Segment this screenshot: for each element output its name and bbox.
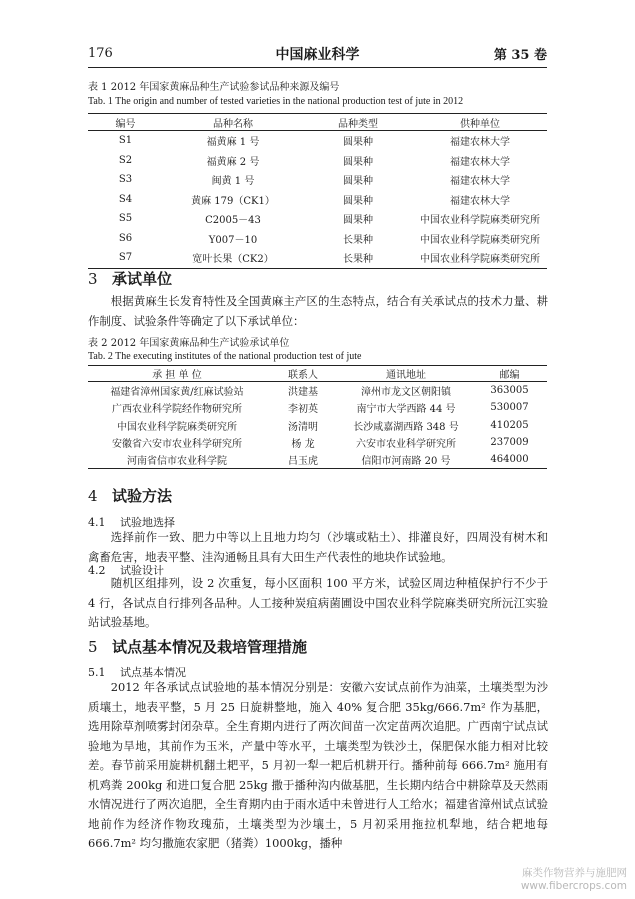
table-cell: 圆果种	[343, 137, 373, 149]
section-number: 5	[88, 638, 98, 656]
table-row	[88, 434, 547, 451]
subsection-number: 4.1	[88, 516, 106, 529]
table2-header-cell: 承 担 单 位	[88, 366, 266, 382]
table-row	[88, 170, 547, 190]
table-cell: S2	[118, 154, 133, 166]
table-cell: 洪建基	[288, 387, 318, 399]
table-cell: 漳州市龙文区朝阳镇	[361, 387, 451, 399]
table-row	[88, 417, 547, 434]
table2-header-row	[88, 366, 547, 382]
table-cell: C2005－43	[205, 215, 261, 227]
table-cell: Y007－10	[208, 234, 258, 246]
table-cell: 福建农林大学	[450, 176, 510, 188]
table-cell: 410205	[490, 419, 529, 431]
table-cell: 福建农林大学	[450, 156, 510, 168]
table-row	[88, 399, 547, 416]
table-cell: 福建农林大学	[450, 137, 510, 149]
table-cell: 237009	[490, 437, 529, 449]
watermark-line2: www.fibercrops.com	[520, 880, 627, 892]
table1-header-cell: 供种单位	[413, 114, 547, 131]
header-rule	[88, 67, 547, 68]
journal-name: 中国麻业科学	[275, 47, 360, 63]
table-row	[88, 229, 547, 249]
table1-caption-en: Tab. 1 The origin and number of tested varieties in the national production test of jute in 2012	[88, 96, 464, 107]
paragraph-text: 2012 年各承试点试验地的基本情况分别是：安徽六安试点前作为油菜，土壤类型为沙质壤土，地表平整，5 月 25 日旋耕整地，施入 40% 复合肥 35kg/666.7m² 作为基肥，选用除草剂喷雾封闭杂草。全生育期内进行了两次间苗一次定苗两次追肥。广西南宁试点试验地为旱地，其前作为玉米，产量中等水平，土壤类型为铁沙土，保肥保水能力相对比较差。春节前采用旋耕机翻土耙平，5 月初一犁一耙后机耕开行。播种前每 666.7m² 施用有机鸡粪 200kg 和进口复合肥 25kg 撒于播种沟内做基肥，生长期内结合中耕除草及天然雨水情况进行了两次追肥，全生育期内由于雨水适中未曾进行人工给水；福建省漳州试点试验地前作为经济作物玫瑰茄，土壤类型为沙壤土，5 月初采用拖拉机犁地，结合耙地每 666.7m² 均匀撒施农家肥（猪粪）1000kg，播种	[88, 680, 548, 850]
table-cell: 中国农业科学院麻类研究所	[413, 248, 547, 268]
volume-label: 第 35 卷	[493, 48, 547, 63]
table2-header-cell: 通讯地址	[340, 366, 472, 382]
table-cell: S5	[118, 213, 133, 225]
table-cell: 福黄麻 2 号	[206, 156, 260, 168]
paragraph	[88, 678, 548, 856]
section-number: 4	[88, 487, 98, 505]
table-cell: 中国农业科学院麻类研究所	[117, 421, 237, 433]
table2-header-cell: 邮编	[472, 366, 547, 382]
section-heading	[88, 485, 172, 506]
table2-header-cell: 联系人	[266, 366, 340, 382]
table-cell: S7	[88, 248, 163, 268]
table-cell: 李初英	[288, 404, 318, 416]
table1-header-cell: 品种名称	[163, 114, 303, 131]
table-cell: 530007	[490, 402, 529, 414]
section-heading	[88, 636, 307, 657]
section-title: 承试单位	[112, 270, 173, 288]
table-cell: 464000	[472, 451, 547, 469]
subsection-title: 试验地选择	[120, 516, 175, 529]
paragraph-text: 根据黄麻生长发育特性及全国黄麻主产区的生态特点，结合有关承试点的技术力量、耕作制度、试验条件等确定了以下承试单位：	[88, 294, 548, 328]
table1-header-cell: 编号	[88, 114, 163, 131]
table-cell: 圆果种	[343, 215, 373, 227]
table1-caption-cn: 表 1 2012 年国家黄麻品种生产试验参试品种来源及编号	[88, 82, 340, 93]
table-cell: 南宁市大学西路 44 号	[356, 404, 456, 416]
paragraph	[88, 292, 548, 331]
table-row	[88, 209, 547, 229]
section-heading	[88, 268, 172, 289]
paragraph-text: 随机区组排列，设 2 次重复，每小区面积 100 平方米，试验区周边种植保护行不少于 4 行，各试点自行排列各品种。人工接种炭疽病菌圃设中国农业科学院麻类研究所沅江实验站试验基地。	[88, 576, 548, 629]
subsection-title: 试点基本情况	[120, 666, 186, 679]
table-cell: 圆果种	[343, 195, 373, 207]
table-cell: 中国农业科学院麻类研究所	[420, 215, 540, 227]
table-cell: S4	[118, 193, 133, 205]
table-cell: 黄麻 179（CK1）	[191, 195, 275, 207]
table-row	[88, 190, 547, 210]
table2	[88, 365, 547, 469]
table-cell: 圆果种	[343, 156, 373, 168]
subsection-number: 4.2	[88, 564, 106, 577]
table1-header-row	[88, 114, 547, 131]
subsection-title: 试验设计	[120, 564, 164, 577]
table-cell: 吕玉虎	[266, 451, 340, 469]
table-cell: 安徽省六安市农业科学研究所	[112, 439, 242, 451]
page-number: 176	[88, 46, 113, 61]
paragraph-text: 选择前作一致、肥力中等以上且地力均匀（沙壤或粘土）、排灌良好，四周没有树木和禽畜危害，地表平整、洼沟通畅且具有大田生产代表性的地块作试验地。	[88, 530, 548, 564]
section-title: 试点基本情况及栽培管理措施	[112, 638, 308, 656]
table-row	[88, 131, 547, 151]
table-row	[88, 151, 547, 171]
running-header	[88, 40, 547, 64]
table-cell: 杨 龙	[291, 439, 315, 451]
table2-caption-en: Tab. 2 The executing institutes of the national production test of jute	[88, 351, 362, 362]
table-cell: 363005	[490, 385, 529, 397]
table-cell: 河南省信市农业科学院	[88, 451, 266, 469]
table-cell: 中国农业科学院麻类研究所	[420, 234, 540, 246]
table-cell: 福黄麻 1 号	[206, 137, 260, 149]
table-cell: S1	[118, 135, 133, 147]
table-cell: 长果种	[303, 248, 413, 268]
table-cell: 广西农业科学院经作物研究所	[112, 404, 242, 416]
table-row	[88, 248, 547, 268]
table1-header-cell: 品种类型	[303, 114, 413, 131]
section-title: 试验方法	[112, 487, 173, 505]
table-cell: 福建农林大学	[450, 195, 510, 207]
table-cell: 汤清明	[288, 421, 318, 433]
table1	[88, 113, 547, 269]
table-cell: S6	[118, 232, 133, 244]
table-cell: 长沙咸嘉湖西路 348 号	[353, 421, 459, 433]
table-cell: 六安市农业科学研究所	[356, 439, 456, 451]
table-cell: 长果种	[343, 234, 373, 246]
table2-caption-cn: 表 2 2012 年国家黄麻品种生产试验承试单位	[88, 338, 290, 349]
table-cell: S3	[118, 174, 133, 186]
table-row	[88, 382, 547, 400]
table-cell: 信阳市河南路 20 号	[340, 451, 472, 469]
watermark	[521, 867, 627, 893]
table-cell: 福建省漳州国家黄/红麻试验站	[110, 387, 244, 399]
section-number: 3	[88, 270, 98, 288]
watermark-line1: 麻类作物营养与施肥网	[522, 867, 627, 879]
table-cell: 圆果种	[343, 176, 373, 188]
table-row	[88, 451, 547, 469]
table-cell: 宽叶长果（CK2）	[163, 248, 303, 268]
subsection-number: 5.1	[88, 666, 106, 679]
paragraph	[88, 574, 548, 633]
table-cell: 闽黄 1 号	[211, 176, 255, 188]
